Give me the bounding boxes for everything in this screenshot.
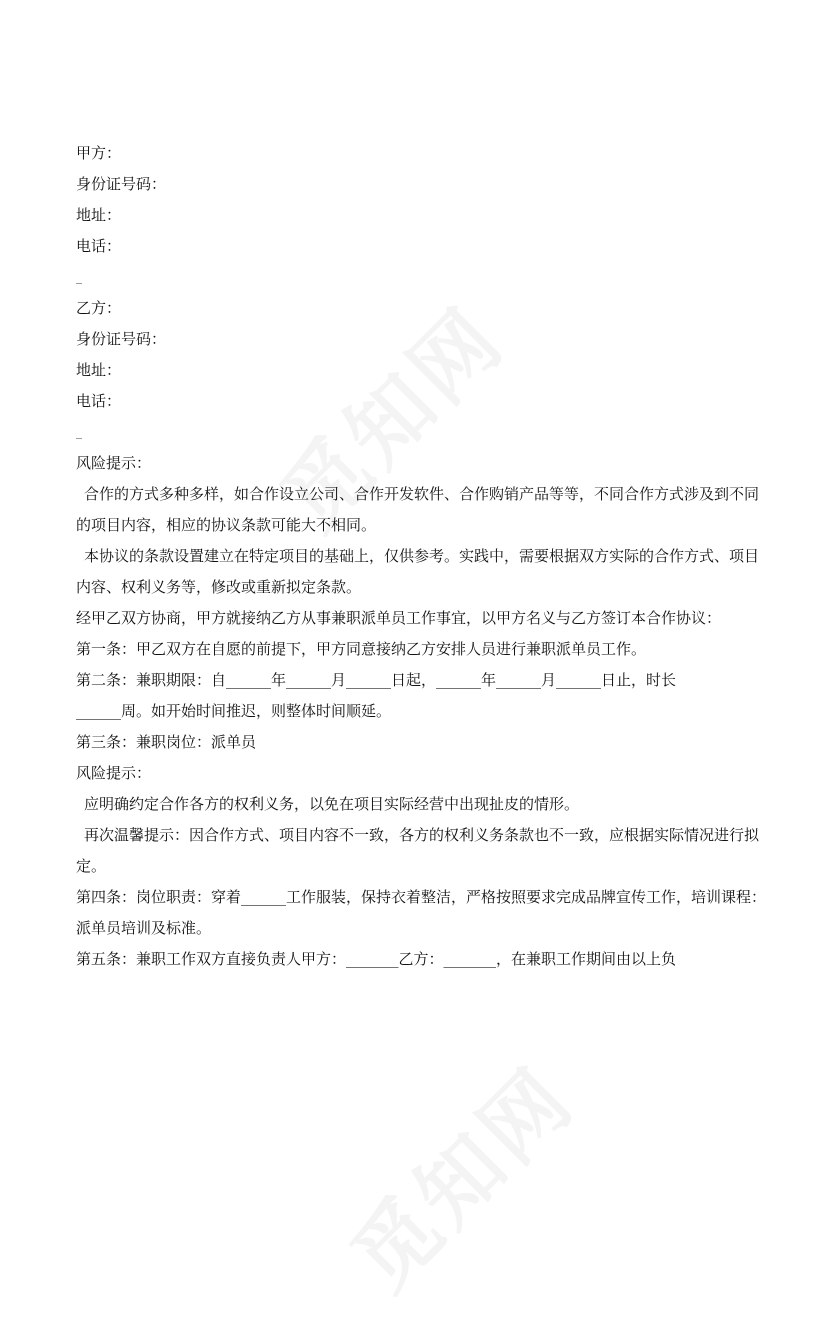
article-4: 第四条：岗位职责：穿着______工作服装，保持衣着整洁，严格按照要求完成品牌宣传工作，培训课程：派单员培训及标准。 [76, 888, 767, 937]
intro-paragraph: 经甲乙双方协商，甲方就接纳乙方从事兼职派单员工作事宜，以甲方名义与乙方签订本合作协议： [76, 609, 722, 627]
article-5: 第五条：兼职工作双方直接负责人甲方：_______乙方：_______，在兼职工作期间由以上负 [76, 950, 677, 968]
watermark [320, 1000, 659, 1339]
party-a-address-label: 地址： [76, 206, 122, 224]
risk-tip-paragraph: 应明确约定合作各方的权利义务，以免在项目实际经营中出现扯皮的情形。 [84, 795, 580, 813]
party-a-id-label: 身份证号码： [76, 175, 167, 193]
article-2-line-1: 第二条：兼职期限：自______年______月______日起，______年______月______日止，时长 [76, 671, 677, 689]
party-b-label: 乙方： [76, 299, 122, 317]
risk-tip-title: 风险提示： [76, 764, 152, 782]
document-body [76, 138, 766, 975]
separator: _ [76, 270, 82, 284]
party-a-label: 甲方： [76, 144, 122, 162]
party-b-address-label: 地址： [76, 361, 122, 379]
party-b-id-label: 身份证号码： [76, 330, 167, 348]
risk-tip-paragraph: 再次温馨提示：因合作方式、项目内容不一致，各方的权利义务条款也不一致，应根据实际情况进行拟定。 [76, 826, 760, 875]
risk-tip-title: 风险提示： [76, 454, 152, 472]
risk-tip-paragraph: 本协议的条款设置建立在特定项目的基础上，仅供参考。实践中，需要根据双方实际的合作方式、项目内容、权利义务等，修改或重新拟定条款。 [76, 547, 760, 596]
party-b-phone-label: 电话： [76, 392, 122, 410]
risk-tip-paragraph: 合作的方式多种多样，如合作设立公司、合作开发软件、合作购销产品等等，不同合作方式涉及到不同的项目内容，相应的协议条款可能大不相同。 [76, 485, 760, 534]
article-3: 第三条：兼职岗位：派单员 [76, 733, 257, 751]
party-a-phone-label: 电话： [76, 237, 122, 255]
article-1: 第一条：甲乙双方在自愿的前提下，甲方同意接纳乙方安排人员进行兼职派单员工作。 [76, 640, 647, 658]
article-2-line-2: ______周。如开始时间推迟，则整体时间顺延。 [76, 702, 392, 720]
separator: _ [76, 425, 82, 439]
